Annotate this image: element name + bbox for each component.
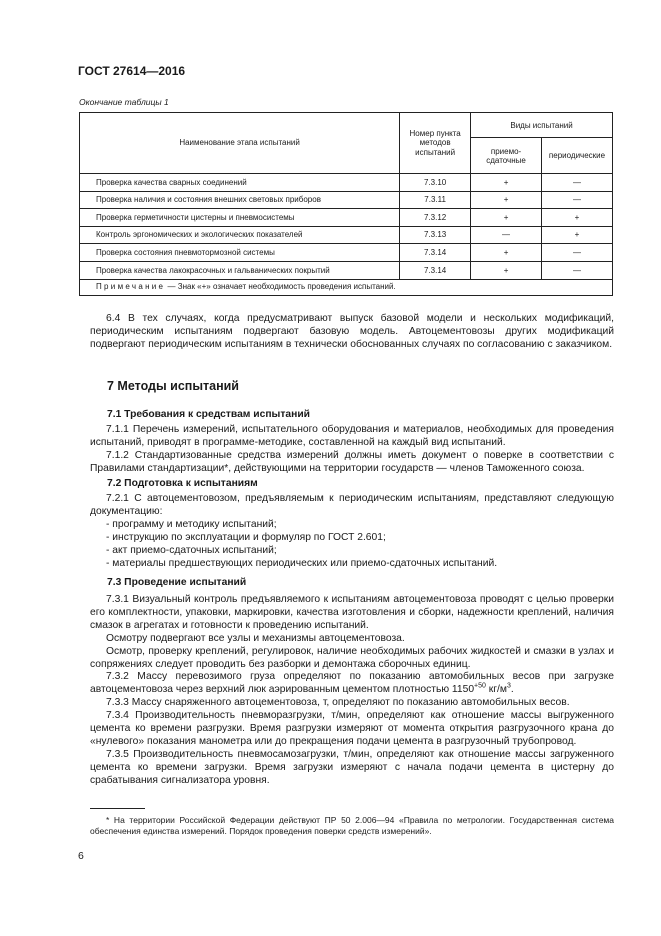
row-method-number: 7.3.10 xyxy=(400,174,471,192)
col-header-stage-name: Наименование этапа испытаний xyxy=(80,113,400,174)
standard-code-header: ГОСТ 27614—2016 xyxy=(78,64,186,78)
table-row xyxy=(80,226,613,244)
row-acceptance-mark: + xyxy=(471,261,542,279)
list-item: - материалы предшествующих периодических или приемо-сдаточных испытаний. xyxy=(106,557,498,569)
col-header-method-number: Номер пункта методов испытаний xyxy=(400,113,471,174)
paragraph: Осмотру подвергают все узлы и механизмы автоцементовоза. xyxy=(106,632,405,644)
page-number: 6 xyxy=(78,850,84,862)
row-periodic-mark: — xyxy=(542,244,613,262)
col-header-test-types: Виды испытаний xyxy=(471,113,613,138)
table-row xyxy=(80,261,613,279)
table-caption: Окончание таблицы 1 xyxy=(79,97,169,107)
row-periodic-mark: — xyxy=(542,191,613,209)
row-periodic-mark: — xyxy=(542,261,613,279)
row-periodic-mark: + xyxy=(542,209,613,227)
subsection-7-1-title: 7.1 Требования к средствам испытаний xyxy=(107,409,310,420)
paragraph: Осмотр, проверку креплений, регулировок, наличие необходимых рабочих жидкостей и смазки в узлах и сопряжениях следует проводить без разборки и демонтажа сборочных единиц. xyxy=(90,645,614,670)
subsection-7-2-title: 7.2 Подготовка к испытаниям xyxy=(107,478,258,489)
list-item: - инструкцию по эксплуатации и формуляр по ГОСТ 2.601; xyxy=(106,531,386,543)
paragraph: 7.3.1 Визуальный контроль предъявляемого к испытаниям автоцементовоза проводят с целью проверки его комплектности, упаковки, маркировки, качества изготовления и сборки, надежности креплений, наличия смазок в агрегатах и готовности к проведению испытаний. xyxy=(90,594,614,631)
paragraph-7-3-2 xyxy=(90,671,614,697)
paragraph: 7.1.1 Перечень измерений, испытательного оборудования и материалов, необходимых для проведения испытаний, приводят в программе-методике, составленной на каждый вид испытаний. xyxy=(90,424,614,448)
table-row xyxy=(80,191,613,209)
col-header-periodic: периодические xyxy=(542,138,613,174)
row-method-number: 7.3.14 xyxy=(400,244,471,262)
paragraph: 6.4 В тех случаях, когда предусматривают выпуск базовой модели и нескольких модификаций, периодическим испытаниям подвергают базовую модель. Автоцементовозы других модификаций подвергают периодическим испытаниям в технически обоснованных случаях по согласованию с заказчиком. xyxy=(90,313,614,350)
paragraph: 7.3.3 Массу снаряженного автоцементовоза, т, определяют по показанию автомобильных весов. xyxy=(106,697,570,709)
footnote-text: * На территории Российской Федерации действуют ПР 50 2.006—94 «Правила по метрологии. Государственная система обеспечения единства измерений. Порядок проведения поверки средств измерений». xyxy=(90,815,614,836)
subsection-7-2-body xyxy=(90,493,614,570)
table-note xyxy=(80,279,613,295)
superscript: 3 xyxy=(506,682,511,690)
list-item: - программу и методику испытаний; xyxy=(106,518,277,530)
row-name: Контроль эргономических и экологических показателей xyxy=(80,226,400,244)
clause-6-4 xyxy=(90,313,614,352)
subsection-7-3-body xyxy=(90,594,614,788)
row-acceptance-mark: + xyxy=(471,209,542,227)
list-item: - акт приемо-сдаточных испытаний; xyxy=(106,544,277,556)
row-acceptance-mark: + xyxy=(471,244,542,262)
row-acceptance-mark: + xyxy=(471,191,542,209)
col-header-acceptance: приемо-сдаточные xyxy=(471,138,542,174)
row-name: Проверка герметичности цистерны и пневмосистемы xyxy=(80,209,400,227)
row-name: Проверка качества лакокрасочных и гальванических покрытий xyxy=(80,261,400,279)
table-row xyxy=(80,209,613,227)
table-row xyxy=(80,174,613,192)
footnote xyxy=(90,815,614,837)
paragraph: 7.3.5 Производительность пневмосамозагрузки, т/мин, определяют как отношение массы загруженного цемента ко времени загрузки. Время загрузки измеряют с начала подачи цемента в цистерну до срабатывания сигнализатора уровня. xyxy=(90,748,614,786)
paragraph: 7.3.4 Производительность пневморазгрузки, т/мин, определяют как отношение массы выгруженного цемента ко времени разгрузки. Время разгрузки измеряют от момента открытия разгрузочного крана до «нулевого» показания манометра или до прекращения подачи цемента в разгрузочный трубопровод. xyxy=(90,710,614,747)
paragraph: 7.2.1 С автоцементовозом, предъявляемым к периодическим испытаниям, представляют следующую документацию: xyxy=(90,493,614,517)
table-row xyxy=(80,244,613,262)
text: . xyxy=(510,684,514,696)
footnote-separator xyxy=(90,808,145,809)
test-stages-table xyxy=(79,112,613,296)
row-method-number: 7.3.12 xyxy=(400,209,471,227)
note-text: — Знак «+» означает необходимость проведения испытаний. xyxy=(165,282,396,292)
row-acceptance-mark: + xyxy=(471,174,542,192)
row-method-number: 7.3.13 xyxy=(400,226,471,244)
row-name: Проверка состояния пневмотормозной системы xyxy=(80,244,400,262)
paragraph: 7.1.2 Стандартизованные средства измерений должны иметь документ о поверке в соответствии с Правилами стандартизации*, действующими на территории государств — членов Таможенного союза. xyxy=(90,449,614,474)
section-7-title: 7 Методы испытаний xyxy=(107,379,239,393)
superscript: +50 xyxy=(474,682,486,690)
text: 7.3.2 Массу перевозимого груза определяют по показанию автомобильных весов при загрузке автоцементовоза через верхний люк аэрированным цементом плотностью 1150 xyxy=(90,671,614,696)
note-label: Примечание xyxy=(96,282,166,292)
row-acceptance-mark: — xyxy=(471,226,542,244)
row-periodic-mark: — xyxy=(542,174,613,192)
row-name: Проверка наличия и состояния внешних световых приборов xyxy=(80,191,400,209)
subsection-7-3-title: 7.3 Проведение испытаний xyxy=(107,577,247,588)
row-method-number: 7.3.11 xyxy=(400,191,471,209)
row-periodic-mark: + xyxy=(542,226,613,244)
subsection-7-1-body xyxy=(90,424,614,476)
row-method-number: 7.3.14 xyxy=(400,261,471,279)
text: кг/м xyxy=(485,684,507,696)
row-name: Проверка качества сварных соединений xyxy=(80,174,400,192)
